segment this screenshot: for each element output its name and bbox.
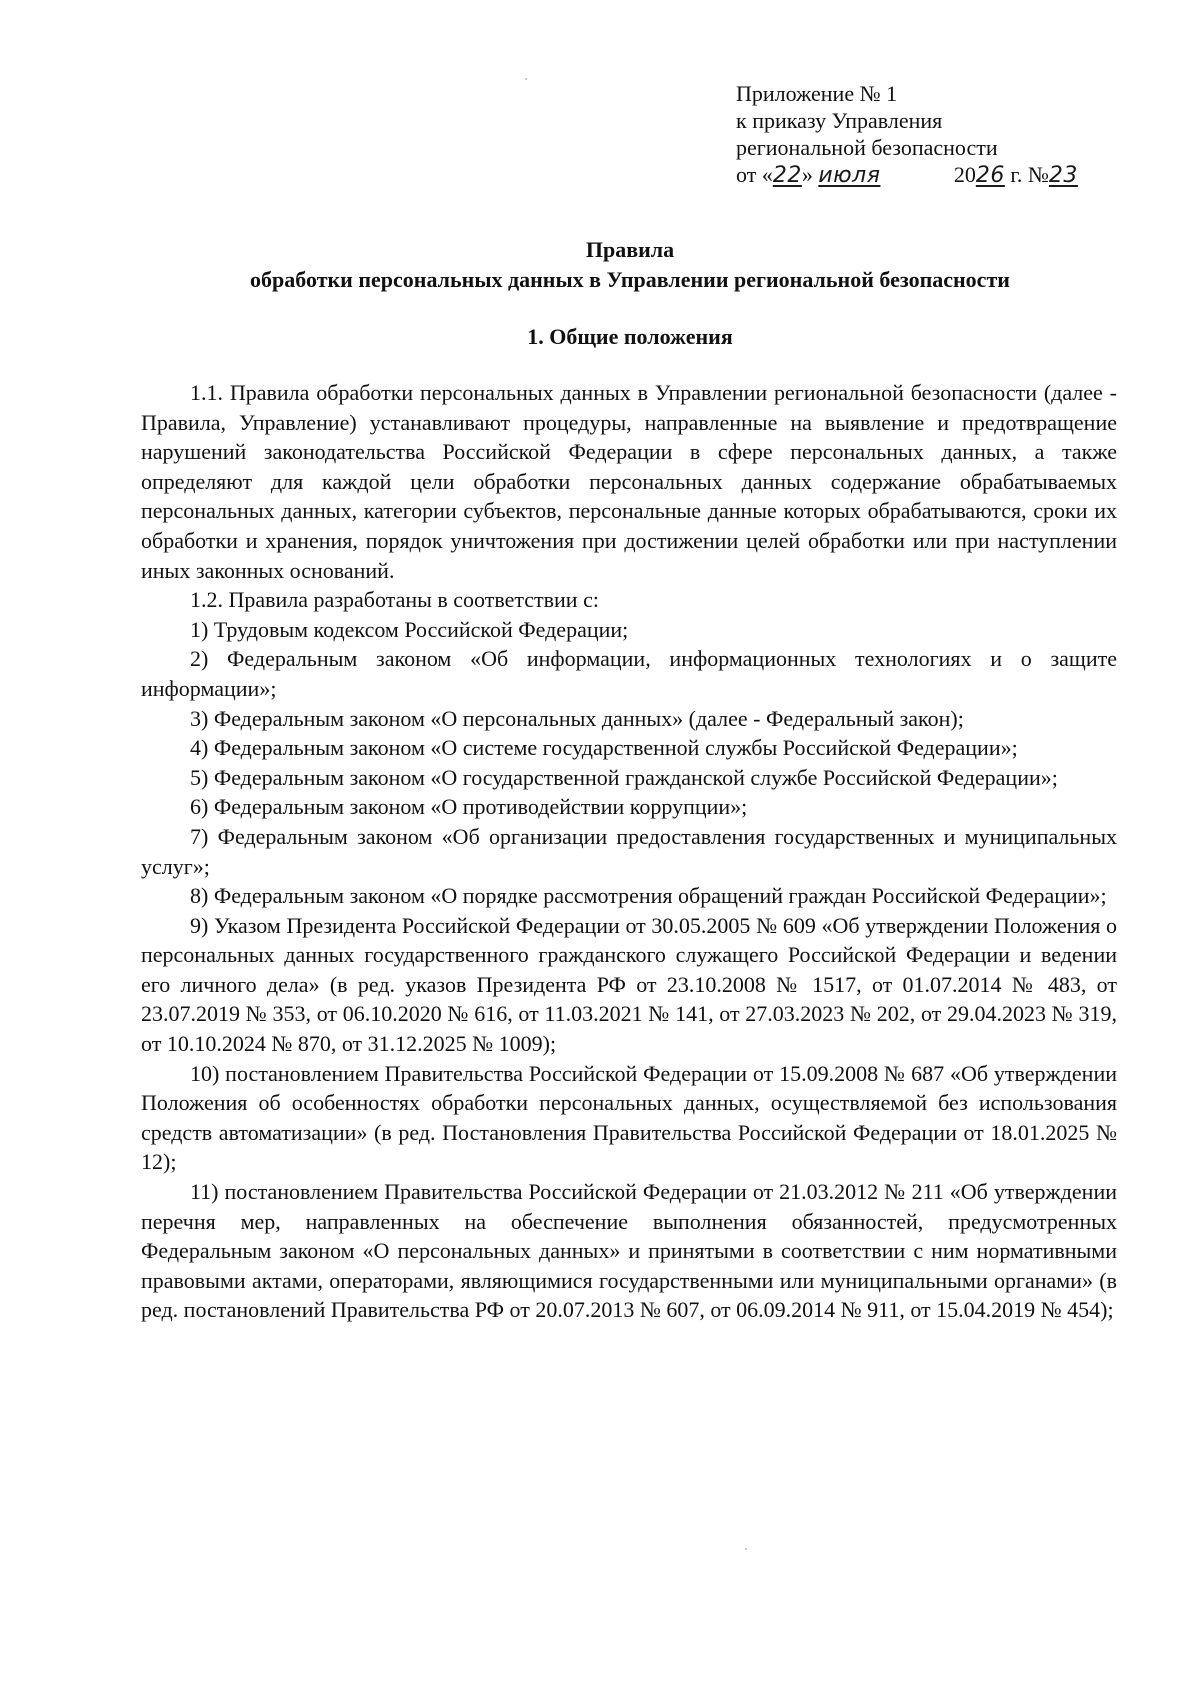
scan-speck xyxy=(745,1548,747,1550)
date-separator: » xyxy=(801,162,813,187)
date-prefix: от « xyxy=(736,162,773,187)
list-item: 10) постановлением Правительства Российской Федерации от 15.09.2008 № 687 «Об утверждении Положения об особенностях обработки персональных данных, осуществляемой без использования средств автоматизации» (в ред. Постановления Правительства Российской Федерации от 18.01.2025 № 12); xyxy=(141,1060,1117,1175)
list-item: 2) Федеральным законом «Об информации, информационных технологиях и о защите информации»; xyxy=(141,646,1117,701)
list-item: 5) Федеральным законом «О государственной гражданской службе Российской Федерации»; xyxy=(190,764,1058,790)
list-item: 9) Указом Президента Российской Федерации от 30.05.2005 № 609 «Об утверждении Положения о персональных данных государственного гражданского служащего Российской Федерации и ведении его личного дела» (в ред. указов Президента РФ от 23.10.2008 № 1517, от 01.07.2014 № 483, от 23.07.2019 № 353, от 06.10.2020 № 616, от 11.03.2021 № 141, от 27.03.2023 № 202, от 29.04.2023 № 319, от 10.10.2024 № 870, от 31.12.2025 № 1009); xyxy=(141,912,1117,1057)
handwritten-year: 26 xyxy=(975,163,1005,188)
appendix-date-line xyxy=(736,161,1078,189)
appendix-block xyxy=(736,80,1078,189)
appendix-label: Приложение № 1 xyxy=(736,81,898,106)
title-line-1: Правила xyxy=(585,237,675,262)
handwritten-order-number: 23 xyxy=(1048,163,1078,188)
list-item: 4) Федеральным законом «О системе государственной службы Российской Федерации»; xyxy=(190,735,1018,761)
list-item: 11) постановлением Правительства Российской Федерации от 21.03.2012 № 211 «Об утверждении перечня мер, направленных на обеспечение выполнения обязанностей, предусмотренных Федеральным законом «О персональных данных» и принятыми в соответствии с ним нормативными правовыми актами, операторами, являющимися государственными или муниципальными органами» (в ред. постановлений Правительства РФ от 20.07.2013 № 607, от 06.09.2014 № 911, от 15.04.2019 № 454); xyxy=(141,1179,1117,1323)
list-item: 3) Федеральным законом «О персональных данных» (далее - Федеральный закон); xyxy=(190,705,964,731)
list-item: 1) Трудовым кодексом Российской Федерации; xyxy=(190,616,629,642)
handwritten-month: июля xyxy=(818,163,881,188)
paragraph-1-1: 1.1. Правила обработки персональных данных в Управлении региональной безопасности (далее - Правила, Управление) устанавливают процедуры, направленные на выявление и предотвращение нарушений законодательства Российской Федерации в сфере персональных данных, а также определяют для каждой цели обработки персональных данных содержание обрабатываемых персональных данных, категории субъектов, персональные данные которых обрабатываются, сроки их обработки и хранения, порядок уничтожения при достижении целей обработки или при наступлении иных законных оснований. xyxy=(141,380,1117,583)
title-line-2: обработки персональных данных в Управлении региональной безопасности xyxy=(250,267,1010,292)
list-item: 6) Федеральным законом «О противодействии коррупции»; xyxy=(190,794,748,820)
paragraph-1-2: 1.2. Правила разработаны в соответствии с: xyxy=(190,587,599,613)
list-item: 8) Федеральным законом «О порядке рассмотрения обращений граждан Российской Федерации»; xyxy=(190,883,1107,909)
section-heading: 1. Общие положения xyxy=(527,324,733,349)
handwritten-day: 22 xyxy=(772,163,802,188)
document-title xyxy=(140,235,1120,295)
date-year-end: г. № xyxy=(1004,162,1049,187)
date-year-prefix: 20 xyxy=(953,162,976,187)
appendix-org: региональной безопасности xyxy=(736,135,998,160)
list-item: 7) Федеральным законом «Об организации предоставления государственных и муниципальных услуг»; xyxy=(141,823,1117,879)
appendix-order-ref: к приказу Управления xyxy=(736,108,943,133)
scan-speck xyxy=(525,78,527,80)
document-body xyxy=(141,378,1117,1325)
